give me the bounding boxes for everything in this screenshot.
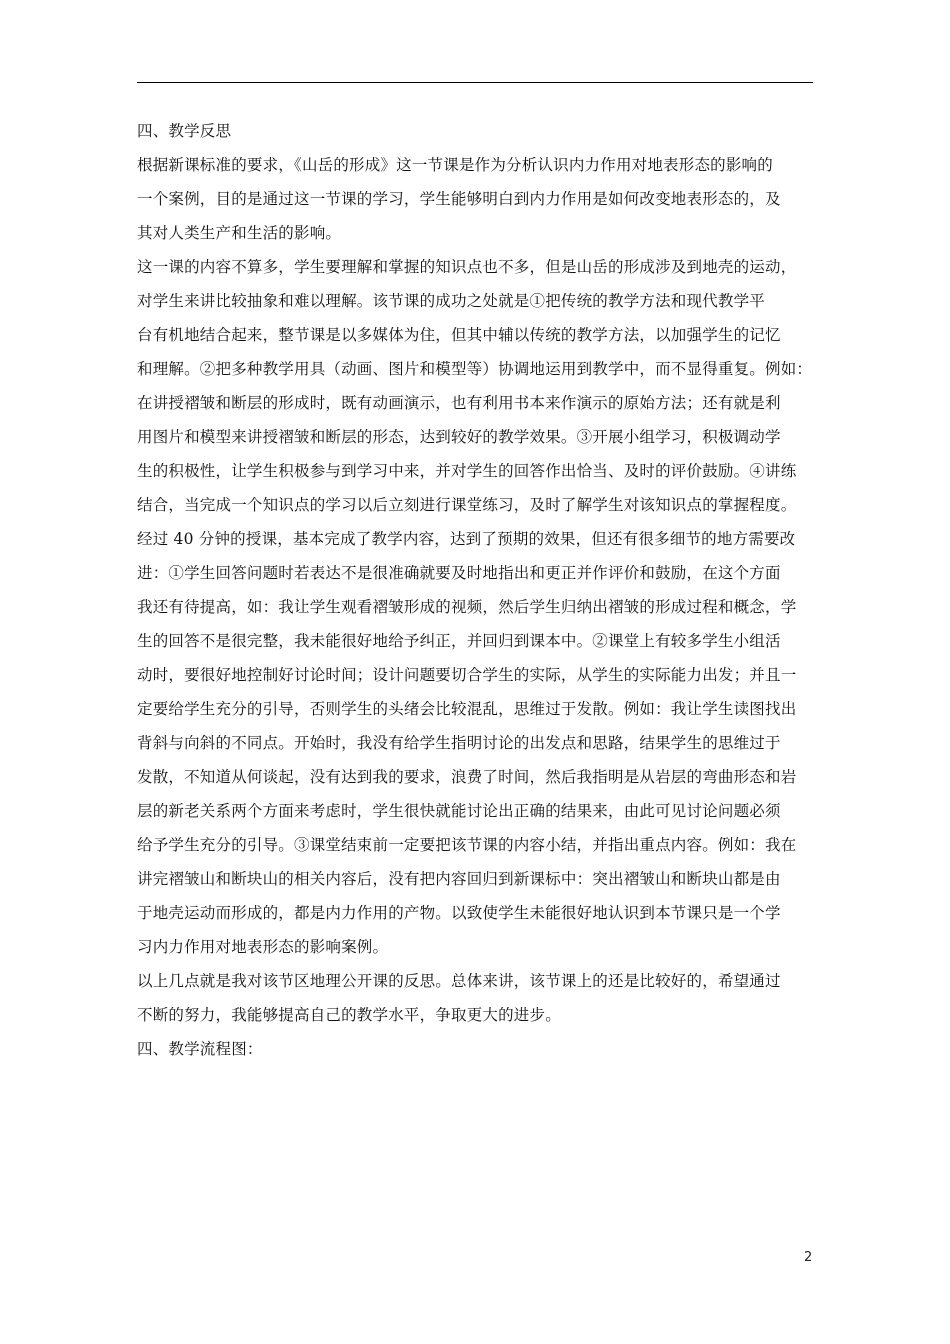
paragraph-line: 层的新老关系两个方面来考虑时，学生很快就能讨论出正确的结果来，由此可见讨论问题必须: [137, 802, 781, 820]
paragraph-line: 讲完褶皱山和断块山的相关内容后，没有把内容回归到新课标中：突出褶皱山和断块山都是由: [137, 870, 781, 888]
paragraph-line: 对学生来讲比较抽象和难以理解。该节课的成功之处就是①把传统的教学方法和现代教学平: [137, 292, 766, 310]
paragraph-line: 以上几点就是我对该节区地理公开课的反思。总体来讲，该节课上的还是比较好的，希望通过: [137, 972, 781, 990]
paragraph-line: 用图片和模型来讲授褶皱和断层的形态，达到较好的教学效果。③开展小组学习，积极调动学: [137, 428, 781, 446]
paragraph-line: 一个案例，目的是通过这一节课的学习，学生能够明白到内力作用是如何改变地表形态的，及: [137, 190, 781, 208]
paragraph-line: 和理解。②把多种教学用具（动画、图片和模型等）协调地运用到教学中，而不显得重复。例如：: [137, 360, 813, 378]
paragraph-line: 其对人类生产和生活的影响。: [137, 224, 342, 242]
page-number: 2: [804, 1250, 813, 1265]
paragraph-line: 进：①学生回答问题时若表达不是很准确就要及时地指出和更正并作评价和鼓励，在这个方面: [137, 564, 781, 582]
paragraph-line: 根据新课标准的要求，《山岳的形成》这一节课是作为分析认识内力作用对地表形态的影响的: [137, 156, 773, 174]
document-body: [137, 114, 821, 1066]
paragraph-line: 不断的努力，我能够提高自己的教学水平，争取更大的进步。: [137, 1006, 561, 1024]
paragraph-line: 给予学生充分的引导。③课堂结束前一定要把该节课的内容小结，并指出重点内容。例如：我在: [137, 836, 797, 854]
header-rule: [137, 82, 813, 83]
paragraph-line: 动时，要很好地控制好讨论时间；设计问题要切合学生的实际，从学生的实际能力出发；并且一: [137, 666, 797, 684]
paragraph-line: 这一课的内容不算多，学生要理解和掌握的知识点也不多，但是山岳的形成涉及到地壳的运动，: [137, 258, 797, 276]
section-heading-reflection: 四、教学反思: [137, 122, 232, 140]
paragraph-line: 定要给学生充分的引导，否则学生的头绪会比较混乱，思维过于发散。例如：我让学生读图找出: [137, 700, 797, 718]
paragraph-line: 于地壳运动而形成的，都是内力作用的产物。以致使学生未能很好地认识到本节课只是一个学: [137, 904, 781, 922]
paragraph-line: 结合，当完成一个知识点的学习以后立刻进行课堂练习，及时了解学生对该知识点的掌握程度。: [137, 496, 797, 514]
paragraph-line: 生的积极性，让学生积极参与到学习中来，并对学生的回答作出恰当、及时的评价鼓励。④讲练: [137, 462, 797, 480]
paragraph-line: 在讲授褶皱和断层的形成时，既有动画演示，也有利用书本来作演示的原始方法；还有就是利: [137, 394, 781, 412]
section-heading-flowchart: 四、教学流程图：: [137, 1040, 263, 1058]
paragraph-line: 发散，不知道从何谈起，没有达到我的要求，浪费了时间，然后我指明是从岩层的弯曲形态和岩: [137, 768, 797, 786]
paragraph-line: 背斜与向斜的不同点。开始时，我没有给学生指明讨论的出发点和思路，结果学生的思维过于: [137, 734, 781, 752]
paragraph-line: 我还有待提高，如：我让学生观看褶皱形成的视频，然后学生归纳出褶皱的形成过程和概念，学: [137, 598, 797, 616]
paragraph-line: 台有机地结合起来，整节课是以多媒体为住，但其中辅以传统的教学方法，以加强学生的记忆: [137, 326, 781, 344]
paragraph-line: 习内力作用对地表形态的影响案例。: [137, 938, 389, 956]
paragraph-line: 生的回答不是很完整，我未能很好地给予纠正，并回归到课本中。②课堂上有较多学生小组活: [137, 632, 781, 650]
paragraph-line: 经过 40 分钟的授课，基本完成了教学内容，达到了预期的效果，但还有很多细节的地方需要改: [137, 530, 796, 548]
